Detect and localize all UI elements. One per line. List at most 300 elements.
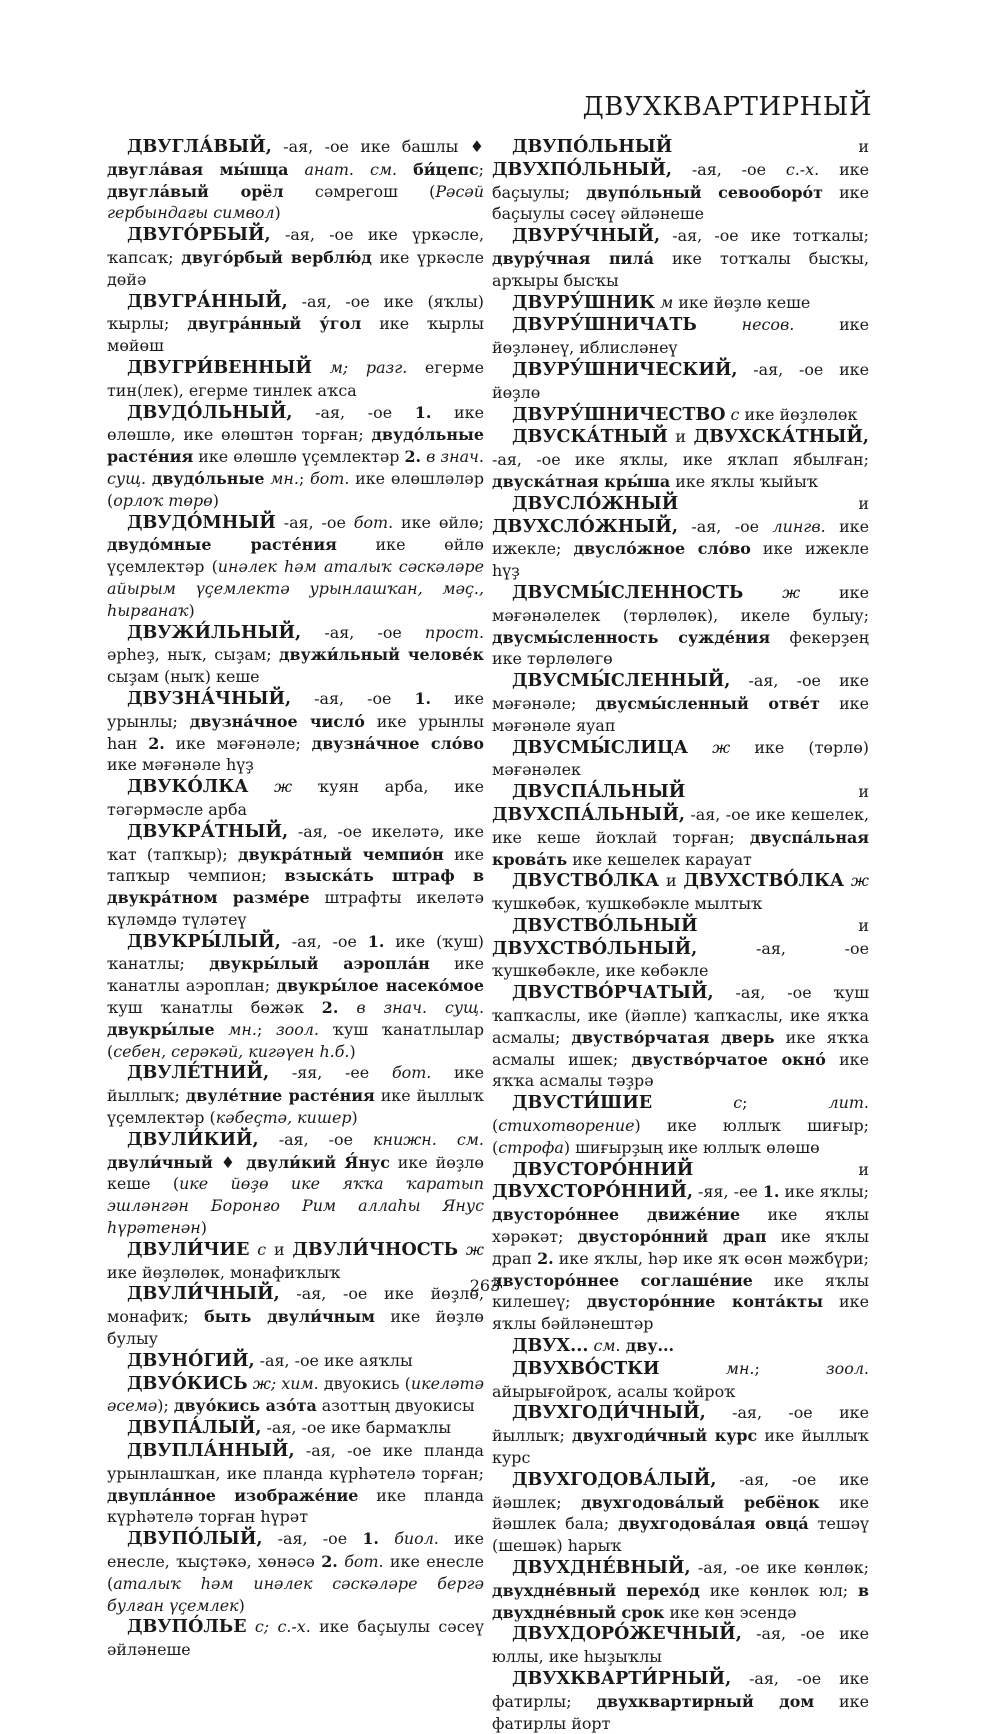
italic-note: ж [274, 777, 293, 797]
headword: ДВУНО́ГИЙ, [127, 1350, 255, 1371]
text-run: ике ҡырлы мөйөш [107, 314, 484, 356]
text-run: сыҙам (ныҡ) кеше [107, 667, 260, 687]
dictionary-entry [107, 224, 484, 290]
text-run: и [678, 493, 869, 513]
bold-phrase: 1. [762, 1182, 780, 1202]
dictionary-entry [107, 512, 484, 622]
text-run: -ая, -ое ҡушкөбәкле, ике көбәкле [492, 938, 869, 981]
headword: ДВУРУ́ШНИК [512, 292, 656, 313]
text-run: -ая, -ое ике тотҡалы; [660, 226, 869, 246]
dictionary-entry [107, 931, 484, 1063]
headword: ДВУРУ́ЧНЫЙ, [512, 226, 661, 247]
text-run: -ая, -ое [292, 402, 415, 422]
bold-phrase: быть двули́чным [204, 1307, 375, 1327]
headword: ДВУЛИ́ЧНОСТЬ [292, 1239, 459, 1260]
text-run [338, 998, 356, 1017]
bold-phrase: двухгодова́лый ребёнок [581, 1492, 820, 1512]
text-run: -ая, -ое [280, 931, 368, 951]
headword: ДВУХДОРО́ЖЕЧНЫЙ, [512, 1624, 742, 1645]
text-run [379, 1529, 394, 1548]
text-run: ике яҡлы бәйләнештәр [492, 1292, 869, 1334]
text-run: ; [742, 1093, 829, 1113]
italic-note: аталыҡ һәм инәлек сәскәләре бергә булған үҫемлек [107, 1573, 484, 1615]
right-column [492, 136, 869, 1734]
bold-phrase: двули́чный [107, 1152, 213, 1172]
bold-phrase: 1. [362, 1529, 379, 1549]
text-run [312, 358, 330, 377]
text-run: -ая, -ое ике йыллыҡ; [492, 1403, 869, 1446]
text-run: ике йөҙлө кеше [673, 292, 811, 312]
italic-note: орлоҡ төрө [113, 490, 213, 510]
text-run: -яя, -ее [692, 1182, 763, 1202]
headword: ДВУСПА́ЛЬНЫЙ [512, 782, 686, 803]
text-run: -ая, -ое ике йөҙлө [492, 359, 869, 402]
text-run: егерме тин(лек), егерме тинлек аҡса [107, 357, 484, 400]
text-run: ике ижекле һүҙ [492, 539, 869, 581]
text-run: ике баҫыулы сәсеү әйләнеше [107, 1617, 484, 1660]
text-run: -ая, -ое [672, 159, 786, 179]
text-run: двуокись ( [318, 1373, 411, 1393]
headword: ДВУПО́ЛЬНЫЙ [512, 137, 673, 157]
headword: ДВУХСТОРО́ННИЙ, [492, 1182, 693, 1203]
bold-phrase: двуле́тние расте́ния [185, 1086, 375, 1106]
bold-phrase: двухквартирный дом [596, 1691, 815, 1711]
dictionary-entry [107, 1440, 484, 1528]
text-run: ике йөҙләнеү, иблисләнеү [492, 315, 869, 358]
headword: ДВУДО́МНЫЙ [127, 512, 276, 533]
text-run: ике яҡлы ҡыйыҡ [670, 471, 819, 491]
text-run: и [659, 871, 684, 891]
dictionary-entry [107, 1528, 484, 1616]
headword: ДВУХКВАРТИ́РНЫЙ, [512, 1668, 732, 1689]
italic-note: себен, серәкәй, кигәүен һ.б. [113, 1041, 350, 1061]
left-column [107, 136, 484, 1661]
text-run: ) [351, 1108, 358, 1128]
text-run: ике йөҙлөлөк [739, 404, 858, 424]
italic-note: лингв. [772, 516, 826, 536]
text-run: -ая, -ое ике мәғәнәле; [492, 671, 869, 713]
text-run: ике планда күрһәтелә торған һүрәт [107, 1485, 484, 1527]
headword: ДВУЛИ́ЧИЕ [127, 1239, 250, 1260]
text-run: ике ижекле; [492, 516, 869, 559]
headword: ДВУХСТВО́ЛКА [683, 871, 845, 892]
text-run: ике мәғәнәле; [164, 733, 312, 753]
dictionary-entry [107, 1616, 484, 1661]
bold-phrase: 2. [537, 1248, 554, 1268]
italic-note: прост. [425, 622, 484, 642]
italic-note: ж [712, 737, 731, 757]
text-run: ) [212, 490, 219, 510]
bold-phrase: двухгодова́лая овца́ [618, 1514, 809, 1534]
headword: ДВУХСТВО́ЛЬНЫЙ, [492, 938, 698, 959]
bold-phrase: двуру́чная пила́ [492, 248, 654, 268]
bold-phrase: двукра́тный чемпио́н [238, 844, 444, 864]
text-run: ; [478, 159, 484, 179]
text-run: ике өйлө үҫемлектәр ( [107, 535, 484, 577]
bold-phrase: 2. [404, 447, 422, 467]
text-run: -ая, -ое ике бармаҡлы [261, 1418, 452, 1438]
dictionary-entry [492, 781, 869, 870]
italic-note: бот. [310, 468, 350, 488]
headword: ДВУСТВО́РЧАТЫЙ, [512, 983, 714, 1004]
bold-phrase: 1. [414, 688, 432, 708]
italic-note: кәбеҫтә, кишер [215, 1108, 352, 1128]
dictionary-entry [492, 1358, 869, 1403]
text-run: -ая, -ое ике фатирлы; [492, 1668, 869, 1711]
text-run [288, 160, 304, 179]
text-run: ике өлөшлө үҫемлектәр [193, 447, 405, 467]
headword: ДВУХПО́ЛЬНЫЙ, [492, 159, 673, 180]
dictionary-entry [492, 292, 869, 315]
headword: ДВУО́КИСЬ [127, 1373, 248, 1394]
text-run: ике яҡлы килешеү; [492, 1270, 869, 1312]
bold-phrase: двупо́льный севооборо́т [586, 182, 823, 202]
italic-note: зоол. [826, 1358, 869, 1378]
text-run [215, 1020, 229, 1039]
text-run: ике тапҡыр чемпион; [107, 844, 484, 886]
italic-note: мн. [725, 1358, 755, 1378]
bold-phrase: двусторо́нние конта́кты [586, 1292, 823, 1312]
text-run: -ая, -ое ике аяҡлы [254, 1350, 413, 1370]
text-run: ике йөҙлөлөк, монафиҡлыҡ [107, 1262, 341, 1282]
text-run [743, 583, 782, 602]
text-run: -ая, -ое ике кешелек, ике кеше йоҡлай торған; [492, 804, 869, 847]
headword: ДВУХСПА́ЛЬНЫЙ, [492, 804, 685, 825]
text-run: -ая, -ое [275, 512, 354, 532]
headword: ДВУКРЫ́ЛЫЙ, [127, 931, 281, 952]
bold-phrase: двудо́мные расте́ния [107, 535, 337, 555]
dictionary-entry [492, 670, 869, 736]
text-run: ( [492, 1116, 499, 1136]
headword: ДВУГО́РБЫЙ, [127, 225, 271, 246]
text-run: -ая, -ое ике көнлөк; [690, 1558, 869, 1577]
dictionary-entry [492, 426, 869, 492]
bold-phrase: двуго́рбый верблю́д [181, 247, 372, 267]
text-run: ике йыллыҡ курс [492, 1426, 869, 1468]
bold-phrase: 2. [321, 1552, 338, 1571]
text-run: ике урынлы; [107, 688, 484, 731]
dictionary-entry [492, 982, 869, 1092]
text-run: ике кешелек карауат [567, 849, 752, 869]
dictionary-entry [492, 870, 869, 915]
headword: ДВУЛЕ́ТНИЙ, [127, 1063, 270, 1084]
dictionary-entry [492, 225, 869, 291]
dictionary-entry [492, 359, 869, 404]
bold-phrase: би́цепс [413, 159, 479, 179]
text-run: ике йәшлек бала; [492, 1492, 869, 1534]
headword: ДВУХГОДОВА́ЛЫЙ, [512, 1469, 717, 1490]
text-run: ике йыллыҡ үҫемлектәр ( [107, 1086, 484, 1128]
text-run: ике баҫыулы сәсеү әйләнеше [492, 182, 869, 224]
dictionary-entry [107, 136, 484, 224]
dictionary-entry [107, 821, 484, 931]
dictionary-entry [107, 688, 484, 776]
italic-note: анат. см. [304, 159, 398, 179]
text-run: -ая, -ое [301, 622, 425, 642]
headword: ДВУСМЫ́СЛИЦА [512, 737, 688, 758]
text-run: ике өйлө; [393, 512, 485, 532]
headword: ДВУКО́ЛКА [127, 777, 249, 798]
italic-note: бот. [344, 1552, 384, 1571]
italic-note: с.-х. [785, 159, 820, 179]
bold-phrase: двупла́нное изображе́ние [107, 1485, 359, 1505]
text-run: и [667, 427, 694, 447]
bold-phrase: в двухдне́вный срок [492, 1580, 869, 1622]
headword: ДВУСКА́ТНЫЙ [512, 427, 668, 448]
italic-note: несов. [741, 315, 795, 335]
headword: ДВУСТВО́ЛЬНЫЙ [512, 915, 698, 936]
headword: ДВУГРА́ННЫЙ, [127, 291, 288, 312]
italic-note: икеләтә әсемә [107, 1373, 484, 1416]
bold-phrase: двусторо́ннее движе́ние [492, 1205, 741, 1225]
headword: ДВУПЛА́ННЫЙ, [127, 1441, 295, 1462]
text-run: ике ҡанатлы аэроплан; [107, 954, 485, 996]
text-run: ике көнлөк юл; [699, 1580, 858, 1600]
text-run: и [266, 1239, 293, 1259]
bold-phrase: двусторо́ннее соглаше́ние [492, 1270, 753, 1290]
headword: ДВУПО́ЛЬЕ [127, 1617, 247, 1638]
bold-phrase: 1. [414, 402, 432, 422]
italic-note: с [733, 1093, 743, 1113]
italic-note: с [257, 1239, 267, 1259]
italic-note: ж [782, 582, 801, 602]
text-run: ике яҡлы хәрәкәт; [492, 1205, 869, 1247]
text-run: ; [256, 1019, 276, 1039]
text-run: ике көн эсендә [664, 1602, 797, 1622]
dictionary-entry [107, 1373, 484, 1418]
italic-note: ике йөҙө ике яҡҡа ҡаратып эшләнгән Боронғо Рим аллаһы Янус һүрәтенән [107, 1174, 484, 1238]
bold-phrase: двукры́лый аэропла́н [209, 954, 430, 974]
text-run [688, 738, 712, 757]
text-run: -ая, -ое ҡуш ҡапҡаслы, ике (йәпле) ҡапҡаслы, ике яҡҡа асмалы; [492, 983, 869, 1047]
bold-phrase: двугра́нный у́гол [187, 314, 362, 334]
bold-phrase: двузна́чное число́ [189, 711, 365, 731]
text-run: ике енесле ( [107, 1552, 484, 1593]
text-run: айырығойроҡ, асалы ҡойроҡ [492, 1381, 736, 1401]
text-run: ) [274, 203, 281, 223]
text-run: ) [188, 600, 195, 620]
italic-note: ж; хим. [252, 1373, 319, 1393]
page-number: 263 [469, 1276, 501, 1295]
italic-note: книжн. см. [373, 1129, 484, 1149]
text-run: ике яҡлы драп [492, 1227, 869, 1268]
text-run: ике өлөшлө, ике өлөштән торған; [107, 402, 484, 445]
text-run: ) [349, 1041, 356, 1061]
bold-phrase: двуспа́льная крова́ть [492, 827, 869, 869]
dictionary-entry [492, 1402, 869, 1468]
text-run: -ая, -ое [291, 688, 415, 708]
dictionary-entry [492, 1092, 869, 1158]
dictionary-entry [492, 582, 869, 670]
headword: ДВУРУ́ШНИЧЕСТВО [512, 404, 726, 425]
text-run: -ая, -ое ике юллы, ике һыҙыҡлы [492, 1624, 869, 1667]
bold-phrase: двуо́кись азо́та [173, 1396, 317, 1416]
headword: ДВУСЛО́ЖНЫЙ [512, 493, 679, 514]
text-run: азоттың двуокисы [316, 1396, 475, 1416]
headword: ДВУХСКА́ТНЫЙ, [693, 427, 869, 448]
dictionary-entry [107, 1062, 484, 1128]
text-run: ике яҡҡа асмалы тәҙрә [492, 1049, 869, 1091]
bold-phrase: двукры́лые [107, 1019, 215, 1039]
text-run: ике мәғәнәле яуап [492, 693, 869, 735]
headword: ДВУЛИ́ЧНЫЙ, [127, 1284, 280, 1305]
running-head: ДВУХКВАРТИРНЫЙ [582, 92, 872, 122]
headword: ДВУРУ́ШНИЧЕСКИЙ, [512, 359, 738, 380]
italic-note: бот. [391, 1063, 432, 1083]
italic-note: м; разг. [329, 357, 408, 377]
text-run [652, 1093, 733, 1112]
italic-note: в знач. сущ. [107, 447, 484, 488]
headword: ДВУПО́ЛЫЙ, [127, 1529, 263, 1550]
headword: ДВУХВО́СТКИ [512, 1358, 660, 1379]
italic-note: см. [593, 1336, 621, 1356]
dictionary-entry [107, 402, 484, 512]
text-run: -ая, -ое ике планда урынлашҡан, ике планда күрһәтелә торған; [107, 1441, 484, 1483]
headword: ДВУХДНЕ́ВНЫЙ, [512, 1558, 691, 1578]
italic-note: строфа [498, 1137, 564, 1157]
bold-phrase: двузна́чное сло́во [311, 733, 484, 753]
dictionary-entry [492, 1335, 869, 1358]
text-run: и [672, 137, 869, 156]
italic-note: лит. [828, 1093, 869, 1113]
dictionary-entry [492, 314, 869, 359]
italic-note: мн. [228, 1019, 257, 1039]
bold-phrase: 2. [148, 733, 165, 753]
text-run: ике тотҡалы бысҡы, арҡыры бысҡы [492, 248, 869, 290]
text-run: -ая, -ое ике йәшлек; [492, 1469, 869, 1512]
headword: ДВУХ... [512, 1336, 589, 1357]
bold-phrase: двугла́вая мы́шца [107, 159, 289, 179]
italic-note: зоол. [275, 1019, 319, 1039]
italic-note: ж [465, 1239, 484, 1259]
text-run [397, 160, 413, 179]
italic-note: инәлек һәм аталыҡ сәскәләре айырым үҫемлектә урынлашҡан, мәҫ., һырғанаҡ [107, 557, 484, 620]
text-run: ) [238, 1595, 245, 1615]
bold-phrase: двусмы́сленность сужде́ния [492, 627, 771, 647]
text-run [248, 777, 274, 796]
headword: ДВУГЛА́ВЫЙ, [127, 137, 272, 157]
text-run: ҡуш ҡанатлы бөжәк [107, 998, 322, 1018]
dictionary-entry [107, 291, 484, 357]
text-run: ҡушкөбәк, ҡушкөбәкле мылтыҡ [492, 894, 763, 914]
headword: ДВУХСЛО́ЖНЫЙ, [492, 516, 678, 537]
text-run: әрһеҙ, ныҡ, сыҙам; [107, 645, 279, 665]
bold-phrase: двуство́рчатая дверь [571, 1027, 775, 1047]
text-run: ике үркәсле дөйә [107, 247, 484, 289]
bold-phrase: взыска́ть штраф в двукра́тном разме́ре [107, 866, 484, 908]
text-run: ике енесле, ҡыҫтәкә, хөнәсә [107, 1529, 484, 1571]
bold-phrase: двухдне́вный перехо́д [492, 1580, 700, 1600]
dictionary-entry [107, 357, 484, 402]
bold-phrase: двуство́рчатое окно́ [631, 1049, 826, 1069]
dictionary-entry [107, 776, 484, 821]
bold-phrase: двусло́жное сло́во [573, 539, 751, 559]
text-run: ҡуян арба, ике тәгәрмәсле арба [107, 777, 484, 819]
headword: ДВУСТОРО́ННИЙ [512, 1159, 694, 1180]
text-run [660, 1359, 726, 1378]
text-run: ике мәғәнәлелек (төрлөлөк), икеле булыу; [492, 582, 869, 625]
dictionary-entry [492, 915, 869, 982]
dictionary-entry [492, 493, 869, 582]
text-run: ҡуш ҡанатлылар ( [107, 1019, 484, 1061]
text-run: -ая, -ое ике йөҙлө, монафиҡ; [107, 1284, 484, 1327]
text-run: ике (ҡуш) ҡанатлы; [107, 931, 484, 974]
text-run: ике мәғәнәле һүҙ [107, 755, 254, 775]
text-run: ике яҡлы, һәр ике яҡ өсөн мәжбүри; [553, 1248, 869, 1268]
dictionary-entry [492, 1469, 869, 1557]
text-run [247, 1617, 255, 1636]
dictionary-entry [492, 136, 869, 225]
text-run: -ая, -ое ике үркәсле, ҡапсаҡ; [107, 225, 484, 267]
bold-phrase: 2. [321, 998, 339, 1018]
bold-phrase: дву... [625, 1336, 675, 1356]
text-run: ) [200, 1218, 207, 1238]
text-run: ике (төрлө) мәғәнәлек [492, 737, 869, 780]
headword: ДВУСТВО́ЛКА [512, 871, 660, 892]
text-run: ике йөҙлө булыу [107, 1307, 484, 1349]
bold-phrase: двухгоди́чный курс [572, 1426, 758, 1446]
headword: ДВУПА́ЛЫЙ, [127, 1418, 262, 1439]
dictionary-entry [492, 1159, 869, 1335]
italic-note: с; с.-х. [254, 1617, 311, 1637]
text-run: ) ике юллыҡ шиғыр; ( [492, 1116, 869, 1157]
italic-note: ж [850, 871, 869, 891]
bold-phrase: двужи́льный челове́к [278, 645, 484, 665]
headword: ДВУКРА́ТНЫЙ, [127, 821, 289, 842]
text-run: и [697, 915, 869, 935]
text-run: ике йөҙлө кеше ( [107, 1152, 484, 1194]
text-run: фекерҙең ике төрлөлөгө [492, 627, 869, 669]
headword: ДВУДО́ЛЬНЫЙ, [127, 402, 293, 423]
text-run [213, 1153, 221, 1172]
bold-phrase: двудо́льные расте́ния [107, 425, 484, 467]
headword: ДВУГРИ́ВЕННЫЙ [127, 357, 313, 378]
dictionary-entry [492, 404, 869, 427]
bold-phrase: двугла́вый орёл [107, 181, 284, 201]
italic-note: биол. [394, 1529, 439, 1549]
dictionary-entry [492, 1668, 869, 1734]
text-run [844, 871, 851, 890]
dictionary-entry [107, 1129, 484, 1239]
text-run: -ая, -ое [677, 516, 773, 536]
dictionary-entry [107, 1417, 484, 1440]
italic-note: в знач. сущ. [356, 998, 484, 1018]
text-run: ике өлөшләләр ( [107, 468, 484, 510]
dictionary-entry [492, 1557, 869, 1623]
bold-phrase: двусторо́нний драп [577, 1227, 767, 1247]
dictionary-entry [492, 1623, 869, 1668]
text-run: штрафты икеләтә күләмдә түләтеү [107, 888, 484, 929]
text-run: ике яҡҡа асмалы ишек; [492, 1027, 869, 1069]
text-run: -ая, -ое [258, 1129, 374, 1149]
dictionary-entry [492, 737, 869, 782]
text-run: ике баҫыулы; [492, 159, 869, 202]
headword: ДВУСТИ́ШИЕ [512, 1093, 653, 1114]
headword: ДВУЗНА́ЧНЫЙ, [127, 688, 292, 709]
text-run: -ая, -ое ике башлы ♦ [271, 137, 484, 156]
text-run: ике йыллыҡ; [107, 1063, 484, 1106]
text-run: -ая, -ое ике (яҡлы) ҡырлы; [107, 291, 484, 334]
dictionary-entry [107, 1350, 484, 1373]
text-run [458, 1240, 466, 1259]
text-run: и [693, 1159, 869, 1179]
text-run: ; [754, 1358, 827, 1378]
headword: ДВУСМЫ́СЛЕННЫЙ, [512, 671, 731, 692]
dictionary-entry [107, 622, 484, 688]
text-run: ике урынлы һан [107, 711, 484, 753]
bold-phrase: двудо́льные [151, 468, 265, 488]
text-run: -ая, -ое [262, 1529, 363, 1549]
